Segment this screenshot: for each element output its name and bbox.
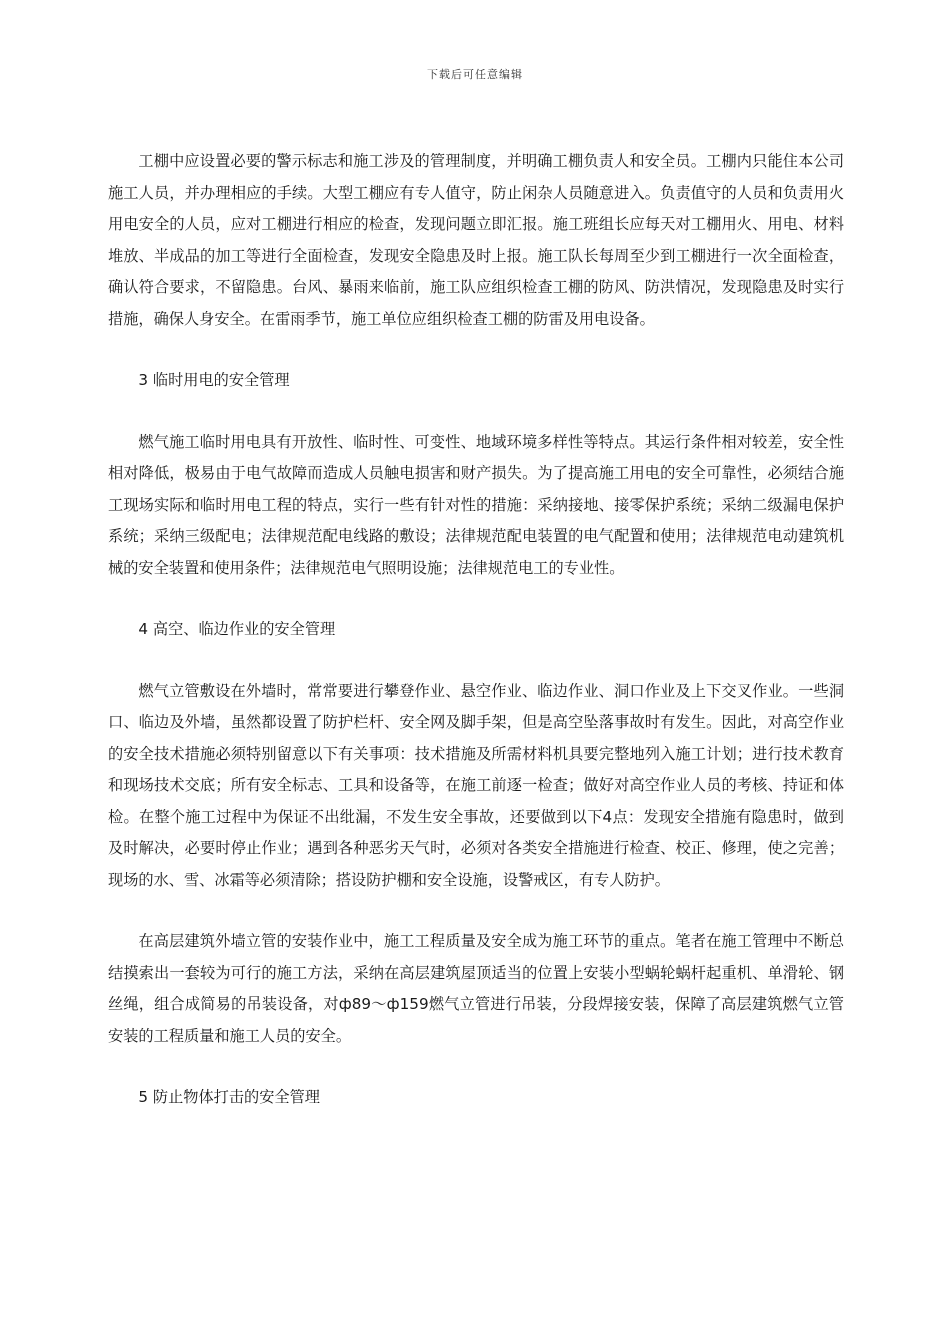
page-header: 下载后可任意编辑	[427, 68, 523, 81]
paragraph-riser-installation: 在高层建筑外墙立管的安装作业中，施工工程质量及安全成为施工环节的重点。笔者在施工管理中不断总结摸索出一套较为可行的施工方法，采纳在高层建筑屋顶适当的位置上安装小型蜗轮蜗杆起重机、单滑轮、钢丝绳，组合成简易的吊装设备，对ф89～ф159燃气立管进行吊装，分段焊接安装，保障了高层建筑燃气立管安装的工程质量和施工人员的安全。	[108, 932, 844, 1045]
paragraph-high-work: 燃气立管敷设在外墙时，常常要进行攀登作业、悬空作业、临边作业、洞口作业及上下交叉作业。一些洞口、临边及外墙，虽然都设置了防护栏杆、安全网及脚手架，但是高空坠落事故时有发生。因此，对高空作业的安全技术措施必须特别留意以下有关事项：技术措施及所需材料机具要完整地列入施工计划；进行技术教育和现场技术交底；所有安全标志、工具和设备等，在施工前逐一检查；做好对高空作业人员的考核、持证和体检。在整个施工过程中为保证不出纰漏，不发生安全事故，还要做到以下4点：发现安全措施有隐患时，做到及时解决，必要时停止作业；遇到各种恶劣天气时，必须对各类安全措施进行检查、校正、修理，使之完善；现场的水、雪、冰霜等必须清除；搭设防护棚和安全设施，设警戒区，有专人防护。	[108, 681, 844, 889]
section-heading-4: 4 高空、临边作业的安全管理	[138, 620, 336, 638]
section-heading-5: 5 防止物体打击的安全管理	[138, 1088, 320, 1106]
paragraph-shed-safety: 工棚中应设置必要的警示标志和施工涉及的管理制度，并明确工棚负责人和安全员。工棚内只能住本公司施工人员，并办理相应的手续。大型工棚应有专人值守，防止闲杂人员随意进入。负责值守的人员和负责用火用电安全的人员，应对工棚进行相应的检查，发现问题立即汇报。施工班组长应每天对工棚用火、用电、材料堆放、半成品的加工等进行全面检查，发现安全隐患及时上报。施工队长每周至少到工棚进行一次全面检查，确认符合要求，不留隐患。台风、暴雨来临前，施工队应组织检查工棚的防风、防洪情况，发现隐患及时实行措施，确保人身安全。在雷雨季节，施工单位应组织检查工棚的防雷及用电设备。	[108, 152, 844, 328]
paragraph-temporary-power: 燃气施工临时用电具有开放性、临时性、可变性、地域环境多样性等特点。其运行条件相对较差，安全性相对降低，极易由于电气故障而造成人员触电损害和财产损失。为了提高施工用电的安全可靠性，必须结合施工现场实际和临时用电工程的特点，实行一些有针对性的措施：采纳接地、接零保护系统；采纳二级漏电保护系统；采纳三级配电；法律规范配电线路的敷设；法律规范配电装置的电气配置和使用；法律规范电动建筑机械的安全装置和使用条件；法律规范电气照明设施；法律规范电工的专业性。	[108, 432, 844, 577]
document-body	[108, 146, 844, 1114]
section-heading-3: 3 临时用电的安全管理	[138, 371, 290, 389]
